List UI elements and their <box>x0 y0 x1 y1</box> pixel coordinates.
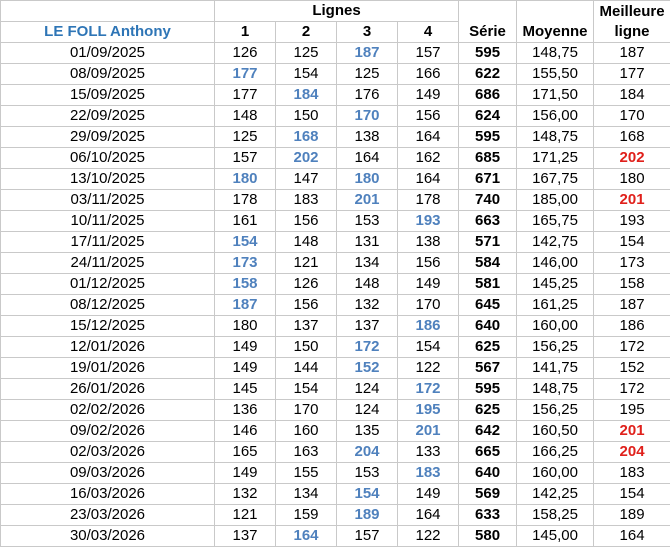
ligne-2-cell: 125 <box>276 43 337 64</box>
ligne-1-cell: 177 <box>215 85 276 106</box>
meilleure-ligne-cell: 154 <box>594 232 670 253</box>
serie-cell: 584 <box>459 253 517 274</box>
serie-cell: 595 <box>459 127 517 148</box>
table-row <box>1 358 670 379</box>
date-cell: 09/02/2026 <box>1 421 215 442</box>
serie-cell: 663 <box>459 211 517 232</box>
table-row <box>1 232 670 253</box>
ligne-4-cell: 170 <box>398 295 459 316</box>
date-cell: 16/03/2026 <box>1 484 215 505</box>
table-row <box>1 85 670 106</box>
ligne-4-cell: 172 <box>398 379 459 400</box>
moyenne-cell: 148,75 <box>517 379 594 400</box>
ligne-4-cell: 164 <box>398 169 459 190</box>
date-cell: 01/09/2025 <box>1 43 215 64</box>
ligne-2-cell: 156 <box>276 295 337 316</box>
ligne-2-cell: 202 <box>276 148 337 169</box>
ligne-4-cell: 195 <box>398 400 459 421</box>
ligne-3-cell: 135 <box>337 421 398 442</box>
ligne-2-cell: 160 <box>276 421 337 442</box>
ligne-3-cell: 148 <box>337 274 398 295</box>
moyenne-header: Moyenne <box>517 1 594 43</box>
ligne-2-cell: 156 <box>276 211 337 232</box>
moyenne-cell: 171,25 <box>517 148 594 169</box>
ligne-1-cell: 146 <box>215 421 276 442</box>
table-row <box>1 421 670 442</box>
serie-cell: 622 <box>459 64 517 85</box>
ligne-4-cell: 162 <box>398 148 459 169</box>
ligne-2-cell: 150 <box>276 106 337 127</box>
ligne-2-cell: 168 <box>276 127 337 148</box>
ligne-3-cell: 154 <box>337 484 398 505</box>
ligne-3-cell: 134 <box>337 253 398 274</box>
meilleure-ligne-cell: 172 <box>594 379 670 400</box>
ligne-2-cell: 148 <box>276 232 337 253</box>
date-cell: 29/09/2025 <box>1 127 215 148</box>
table-row <box>1 43 670 64</box>
ligne-4-cell: 201 <box>398 421 459 442</box>
serie-cell: 580 <box>459 526 517 547</box>
ligne-1-cell: 149 <box>215 463 276 484</box>
ligne-3-cell: 189 <box>337 505 398 526</box>
serie-cell: 685 <box>459 148 517 169</box>
ligne-3-cell: 201 <box>337 190 398 211</box>
ligne-3-cell: 170 <box>337 106 398 127</box>
serie-header: Série <box>459 1 517 43</box>
meilleure-ligne-cell: 183 <box>594 463 670 484</box>
table-row <box>1 106 670 127</box>
ligne-2-cell: 134 <box>276 484 337 505</box>
meilleure-ligne-cell: 201 <box>594 421 670 442</box>
meilleure-header-line2: ligne <box>615 23 650 40</box>
ligne-1-cell: 154 <box>215 232 276 253</box>
ligne-4-cell: 122 <box>398 358 459 379</box>
meilleure-ligne-cell: 186 <box>594 316 670 337</box>
table-row <box>1 64 670 85</box>
meilleure-ligne-cell: 177 <box>594 64 670 85</box>
scores-table-body <box>1 1 670 547</box>
ligne-1-cell: 145 <box>215 379 276 400</box>
meilleure-ligne-cell: 170 <box>594 106 670 127</box>
serie-cell: 740 <box>459 190 517 211</box>
table-row <box>1 127 670 148</box>
ligne-3-cell: 125 <box>337 64 398 85</box>
serie-cell: 640 <box>459 316 517 337</box>
table-row <box>1 379 670 400</box>
ligne-4-cell: 164 <box>398 505 459 526</box>
table-row <box>1 169 670 190</box>
moyenne-cell: 160,00 <box>517 463 594 484</box>
col-header-1: 1 <box>215 22 276 43</box>
date-cell: 30/03/2026 <box>1 526 215 547</box>
ligne-1-cell: 158 <box>215 274 276 295</box>
ligne-3-cell: 131 <box>337 232 398 253</box>
table-row <box>1 400 670 421</box>
serie-cell: 671 <box>459 169 517 190</box>
table-row <box>1 337 670 358</box>
col-header-4: 4 <box>398 22 459 43</box>
table-row <box>1 505 670 526</box>
meilleure-ligne-cell: 172 <box>594 337 670 358</box>
player-name: LE FOLL Anthony <box>1 22 215 43</box>
table-row <box>1 148 670 169</box>
ligne-4-cell: 193 <box>398 211 459 232</box>
moyenne-cell: 148,75 <box>517 43 594 64</box>
date-cell: 15/09/2025 <box>1 85 215 106</box>
date-cell: 15/12/2025 <box>1 316 215 337</box>
meilleure-ligne-cell: 158 <box>594 274 670 295</box>
meilleure-ligne-cell: 187 <box>594 43 670 64</box>
ligne-3-cell: 180 <box>337 169 398 190</box>
date-cell: 02/02/2026 <box>1 400 215 421</box>
date-cell: 24/11/2025 <box>1 253 215 274</box>
moyenne-cell: 161,25 <box>517 295 594 316</box>
table-row <box>1 442 670 463</box>
moyenne-cell: 165,75 <box>517 211 594 232</box>
meilleure-ligne-cell: 204 <box>594 442 670 463</box>
ligne-2-cell: 155 <box>276 463 337 484</box>
ligne-2-cell: 150 <box>276 337 337 358</box>
serie-cell: 595 <box>459 379 517 400</box>
moyenne-cell: 158,25 <box>517 505 594 526</box>
moyenne-cell: 142,75 <box>517 232 594 253</box>
serie-cell: 633 <box>459 505 517 526</box>
meilleure-ligne-cell: 173 <box>594 253 670 274</box>
ligne-1-cell: 180 <box>215 169 276 190</box>
moyenne-cell: 185,00 <box>517 190 594 211</box>
date-cell: 08/09/2025 <box>1 64 215 85</box>
serie-cell: 581 <box>459 274 517 295</box>
ligne-1-cell: 178 <box>215 190 276 211</box>
meilleure-ligne-cell: 168 <box>594 127 670 148</box>
ligne-2-cell: 137 <box>276 316 337 337</box>
date-cell: 02/03/2026 <box>1 442 215 463</box>
moyenne-cell: 141,75 <box>517 358 594 379</box>
serie-cell: 640 <box>459 463 517 484</box>
ligne-2-cell: 170 <box>276 400 337 421</box>
date-cell: 03/11/2025 <box>1 190 215 211</box>
ligne-4-cell: 157 <box>398 43 459 64</box>
ligne-4-cell: 122 <box>398 526 459 547</box>
moyenne-cell: 156,25 <box>517 400 594 421</box>
ligne-3-cell: 164 <box>337 148 398 169</box>
meilleure-ligne-cell: 193 <box>594 211 670 232</box>
header-blank-cell <box>1 1 215 22</box>
date-cell: 06/10/2025 <box>1 148 215 169</box>
serie-cell: 642 <box>459 421 517 442</box>
ligne-3-cell: 153 <box>337 463 398 484</box>
moyenne-cell: 145,25 <box>517 274 594 295</box>
meilleure-ligne-cell: 164 <box>594 526 670 547</box>
ligne-2-cell: 121 <box>276 253 337 274</box>
date-cell: 12/01/2026 <box>1 337 215 358</box>
ligne-3-cell: 204 <box>337 442 398 463</box>
ligne-3-cell: 138 <box>337 127 398 148</box>
table-row <box>1 526 670 547</box>
meilleure-ligne-cell: 201 <box>594 190 670 211</box>
table-row <box>1 463 670 484</box>
date-cell: 10/11/2025 <box>1 211 215 232</box>
table-row <box>1 190 670 211</box>
serie-cell: 625 <box>459 337 517 358</box>
ligne-1-cell: 126 <box>215 43 276 64</box>
ligne-4-cell: 149 <box>398 484 459 505</box>
ligne-2-cell: 183 <box>276 190 337 211</box>
ligne-3-cell: 172 <box>337 337 398 358</box>
moyenne-cell: 167,75 <box>517 169 594 190</box>
ligne-4-cell: 156 <box>398 106 459 127</box>
ligne-3-cell: 124 <box>337 400 398 421</box>
header-row-top <box>1 1 670 22</box>
ligne-1-cell: 187 <box>215 295 276 316</box>
ligne-1-cell: 173 <box>215 253 276 274</box>
date-cell: 13/10/2025 <box>1 169 215 190</box>
ligne-3-cell: 132 <box>337 295 398 316</box>
ligne-4-cell: 183 <box>398 463 459 484</box>
ligne-4-cell: 149 <box>398 274 459 295</box>
date-cell: 26/01/2026 <box>1 379 215 400</box>
ligne-3-cell: 176 <box>337 85 398 106</box>
ligne-4-cell: 156 <box>398 253 459 274</box>
meilleure-ligne-cell: 180 <box>594 169 670 190</box>
meilleure-ligne-cell: 189 <box>594 505 670 526</box>
ligne-4-cell: 154 <box>398 337 459 358</box>
ligne-2-cell: 154 <box>276 64 337 85</box>
ligne-1-cell: 157 <box>215 148 276 169</box>
ligne-3-cell: 187 <box>337 43 398 64</box>
table-row <box>1 211 670 232</box>
date-cell: 19/01/2026 <box>1 358 215 379</box>
moyenne-cell: 156,00 <box>517 106 594 127</box>
ligne-4-cell: 149 <box>398 85 459 106</box>
table-row <box>1 253 670 274</box>
ligne-1-cell: 132 <box>215 484 276 505</box>
meilleure-ligne-cell: 187 <box>594 295 670 316</box>
ligne-2-cell: 164 <box>276 526 337 547</box>
ligne-4-cell: 133 <box>398 442 459 463</box>
ligne-2-cell: 159 <box>276 505 337 526</box>
col-header-2: 2 <box>276 22 337 43</box>
serie-cell: 645 <box>459 295 517 316</box>
serie-cell: 665 <box>459 442 517 463</box>
ligne-1-cell: 180 <box>215 316 276 337</box>
moyenne-cell: 146,00 <box>517 253 594 274</box>
lignes-header: Lignes <box>215 1 459 22</box>
ligne-1-cell: 137 <box>215 526 276 547</box>
meilleure-ligne-cell: 152 <box>594 358 670 379</box>
ligne-4-cell: 138 <box>398 232 459 253</box>
serie-cell: 686 <box>459 85 517 106</box>
ligne-4-cell: 186 <box>398 316 459 337</box>
moyenne-cell: 160,50 <box>517 421 594 442</box>
ligne-1-cell: 149 <box>215 337 276 358</box>
ligne-3-cell: 157 <box>337 526 398 547</box>
ligne-1-cell: 149 <box>215 358 276 379</box>
meilleure-ligne-cell: 184 <box>594 85 670 106</box>
moyenne-cell: 142,25 <box>517 484 594 505</box>
meilleure-ligne-header <box>594 1 670 43</box>
serie-cell: 595 <box>459 43 517 64</box>
date-cell: 01/12/2025 <box>1 274 215 295</box>
date-cell: 08/12/2025 <box>1 295 215 316</box>
ligne-2-cell: 126 <box>276 274 337 295</box>
col-header-3: 3 <box>337 22 398 43</box>
ligne-3-cell: 152 <box>337 358 398 379</box>
ligne-3-cell: 124 <box>337 379 398 400</box>
moyenne-cell: 166,25 <box>517 442 594 463</box>
serie-cell: 571 <box>459 232 517 253</box>
ligne-3-cell: 137 <box>337 316 398 337</box>
ligne-2-cell: 144 <box>276 358 337 379</box>
table-row <box>1 295 670 316</box>
moyenne-cell: 155,50 <box>517 64 594 85</box>
ligne-4-cell: 164 <box>398 127 459 148</box>
table-row <box>1 484 670 505</box>
moyenne-cell: 148,75 <box>517 127 594 148</box>
ligne-1-cell: 125 <box>215 127 276 148</box>
ligne-1-cell: 148 <box>215 106 276 127</box>
ligne-1-cell: 161 <box>215 211 276 232</box>
meilleure-ligne-cell: 154 <box>594 484 670 505</box>
date-cell: 23/03/2026 <box>1 505 215 526</box>
ligne-1-cell: 165 <box>215 442 276 463</box>
serie-cell: 569 <box>459 484 517 505</box>
date-cell: 17/11/2025 <box>1 232 215 253</box>
moyenne-cell: 160,00 <box>517 316 594 337</box>
moyenne-cell: 156,25 <box>517 337 594 358</box>
ligne-1-cell: 136 <box>215 400 276 421</box>
ligne-4-cell: 178 <box>398 190 459 211</box>
ligne-4-cell: 166 <box>398 64 459 85</box>
serie-cell: 624 <box>459 106 517 127</box>
ligne-3-cell: 153 <box>337 211 398 232</box>
meilleure-header-line1: Meilleure <box>600 3 665 20</box>
ligne-1-cell: 177 <box>215 64 276 85</box>
meilleure-ligne-cell: 202 <box>594 148 670 169</box>
moyenne-cell: 171,50 <box>517 85 594 106</box>
ligne-2-cell: 147 <box>276 169 337 190</box>
table-row <box>1 274 670 295</box>
moyenne-cell: 145,00 <box>517 526 594 547</box>
serie-cell: 625 <box>459 400 517 421</box>
meilleure-ligne-cell: 195 <box>594 400 670 421</box>
date-cell: 22/09/2025 <box>1 106 215 127</box>
ligne-2-cell: 184 <box>276 85 337 106</box>
ligne-2-cell: 163 <box>276 442 337 463</box>
date-cell: 09/03/2026 <box>1 463 215 484</box>
ligne-1-cell: 121 <box>215 505 276 526</box>
table-row <box>1 316 670 337</box>
ligne-2-cell: 154 <box>276 379 337 400</box>
serie-cell: 567 <box>459 358 517 379</box>
